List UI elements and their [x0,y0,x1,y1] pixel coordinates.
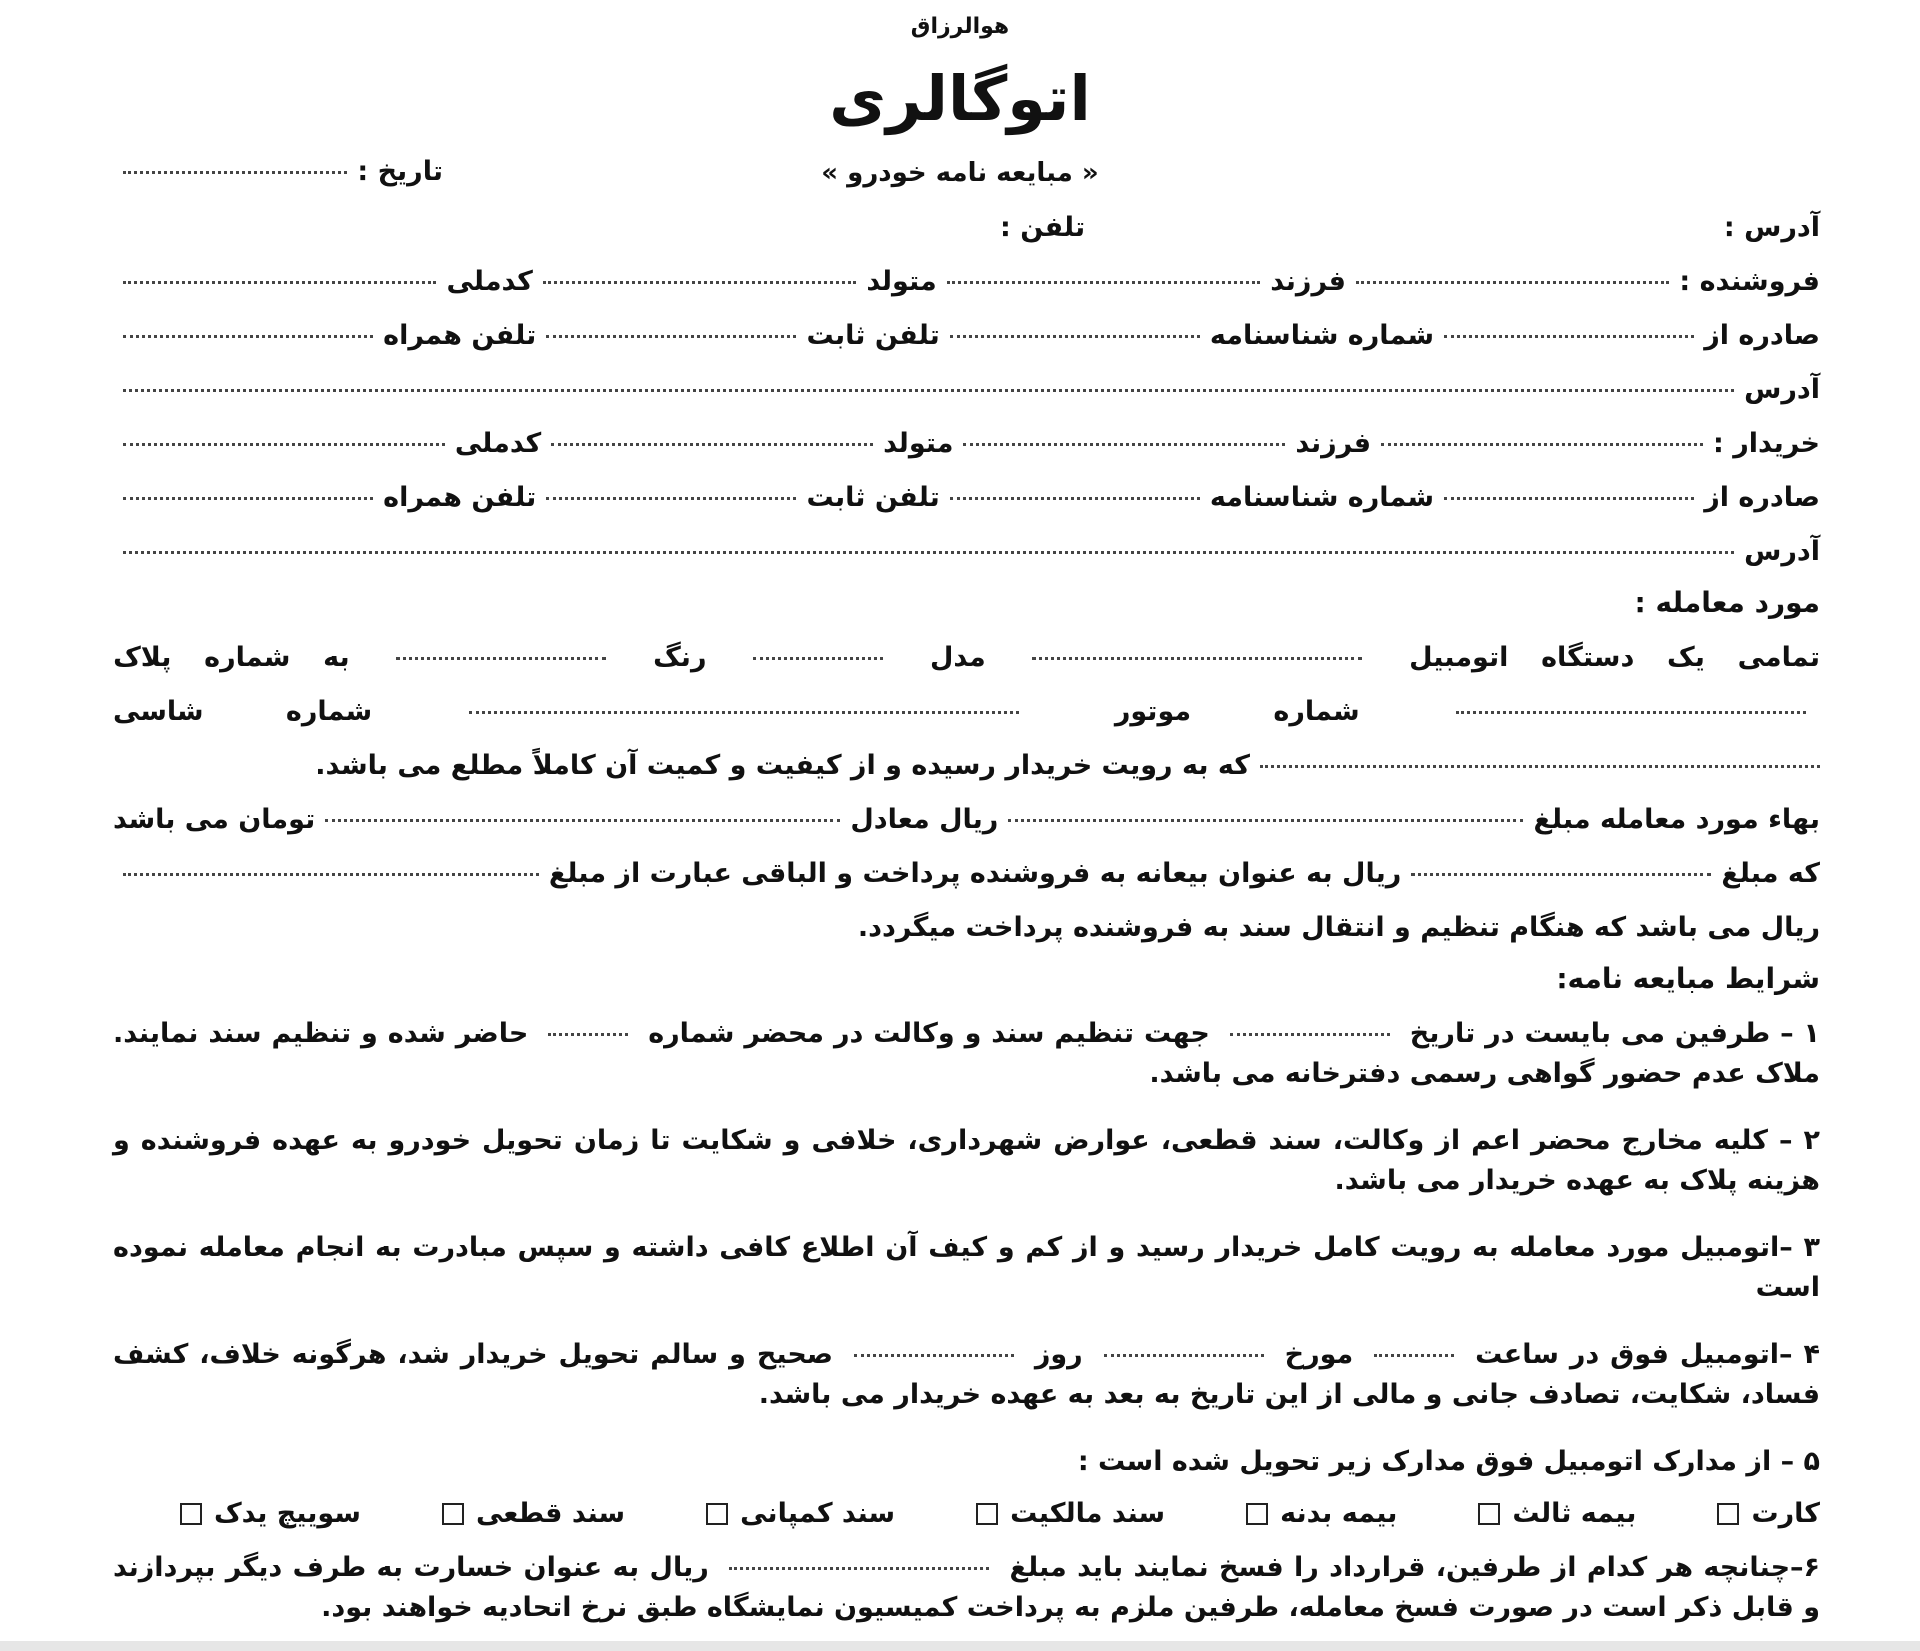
seller-landline-label: تلفن ثابت [806,320,940,351]
header-basmala: هوالرزاق [910,14,1010,39]
buyer-landline-label: تلفن ثابت [806,482,940,513]
seller-born-blank[interactable] [543,280,856,284]
seller-national-blank[interactable] [123,280,436,284]
terms-title: شرایط مبایعه نامه: [1556,962,1820,995]
term-4-part-c: روز [1034,1339,1083,1370]
seller-address-line [113,370,1820,410]
term-4-part-d: صحیح و سالم تحویل خریدار شد، هرگونه خلاف، کشف فساد، شکایت، تصادف جانی و مالی از این تاریخ به بعد به عهده خریدار می باشد. [113,1339,1820,1410]
deposit-text: ریال به عنوان بیعانه به فروشنده پرداخت و الباقی عبارت از مبلغ [548,858,1402,889]
car-model-blank[interactable] [753,656,883,660]
remaining-text: ریال می باشد که هنگام تنظیم و انتقال سند به فروشنده پرداخت میگردد. [857,912,1820,943]
checkbox-icon[interactable] [976,1503,998,1525]
subject-word: پلاک [113,642,172,673]
buyer-national-label: کدملی [454,428,542,459]
chassis-number-blank[interactable] [1260,764,1820,768]
deposit-label: که مبلغ [1721,858,1820,889]
price-rial-blank[interactable] [1008,818,1523,822]
term-6 [113,1548,1820,1628]
gallery-address-label: آدرس : [1723,212,1820,243]
doc-third-party-insurance-checkbox[interactable] [1478,1494,1636,1534]
term-2: ۲ – کلیه مخارج محضر اعم از وکالت، سند قطعی، عوارض شهرداری، خلافی و شکایت تا زمان تحویل خودرو به عهده فروشنده و هزینه پلاک به عهده خریدار می باشد. [113,1125,1820,1196]
checkbox-icon[interactable] [1717,1503,1739,1525]
term-4-part-b: مورخ [1284,1339,1354,1370]
checkbox-icon[interactable] [442,1503,464,1525]
remaining-line [113,908,1820,948]
rial-equal-label: ریال معادل [850,804,999,835]
seller-mobile-label: تلفن همراه [383,320,537,351]
date-label: تاریخ : [357,156,443,187]
buyer-born-blank[interactable] [551,442,873,446]
seller-name-blank[interactable] [1356,280,1669,284]
toman-label: تومان می باشد [112,804,316,835]
term-1-part-b: جهت تنظیم سند و وکالت در محضر شماره [648,1018,1210,1049]
deposit-line [113,854,1820,894]
page-title: اتوگالری [829,62,1091,135]
term-6-part-a: ۶–چنانچه هر کدام از طرفین، قرارداد را فسخ نمایند باید مبلغ [1009,1552,1821,1583]
seller-line-2 [113,316,1820,356]
seller-label: فروشنده : [1679,266,1820,297]
seller-address-label: آدرس [1744,374,1820,405]
buyer-id-label: شماره شناسنامه [1209,482,1435,513]
date-field[interactable] [113,156,443,187]
term-4-day-blank[interactable] [854,1354,1014,1357]
car-type-blank[interactable] [1032,656,1362,660]
term-1-office-blank[interactable] [548,1033,628,1036]
subject-word: دستگاه [1541,642,1635,673]
buyer-mobile-blank[interactable] [123,496,373,500]
seller-issued-blank[interactable] [1444,334,1694,338]
doc-third-party-insurance-label: بیمه ثالث [1512,1498,1637,1529]
term-1-part-a: ۱ – طرفین می بایست در تاریخ [1409,1018,1820,1049]
buyer-issued-blank[interactable] [1444,496,1694,500]
checkbox-icon[interactable] [706,1503,728,1525]
seller-national-label: کدملی [446,266,533,297]
buyer-label: خریدار : [1713,428,1820,459]
car-color-blank[interactable] [396,656,606,660]
doc-body-insurance-checkbox[interactable] [1246,1494,1397,1534]
engine-number-blank[interactable] [469,710,1019,714]
buyer-address-label: آدرس [1744,536,1820,567]
deposit-blank[interactable] [1411,872,1711,876]
subject-line-1 [113,638,1820,678]
price-label: بهاء مورد معامله مبلغ [1533,804,1820,835]
doc-final-deed-checkbox[interactable] [442,1494,625,1534]
subject-word: موتور [1114,696,1192,727]
buyer-name-blank[interactable] [1381,442,1703,446]
plate-blank[interactable] [1456,710,1806,714]
term-4 [113,1335,1820,1415]
subject-word: یک [1667,642,1705,673]
term-6-part-b: ریال به عنوان خسارت به طرف دیگر بپردازند و قابل ذکر است در صورت فسخ معامله، طرفین ملزم به پرداخت کمیسیون نمایشگاه طبق نرخ اتحادیه خواهند بود. [113,1552,1820,1623]
subject-word: رنگ [653,642,707,673]
seller-mobile-blank[interactable] [123,334,373,338]
subject-word: شماره [204,642,291,673]
term-4-hour-blank[interactable] [1374,1354,1454,1357]
subject-word: مدل [929,642,986,673]
gallery-phone-label: تلفن : [1000,212,1086,243]
subject-line-3 [113,746,1820,786]
seller-born-label: متولد [866,266,937,297]
buyer-born-label: متولد [883,428,954,459]
buyer-line-2 [113,478,1820,518]
term-3: ۳ –اتومبیل مورد معامله به رویت کامل خریدار رسید و از کم و کیف آن اطلاع کافی داشته و سپس مبادرت به انجام معامله نموده است [113,1232,1820,1303]
price-toman-blank[interactable] [325,818,840,822]
doc-final-deed-label: سند قطعی [475,1498,626,1529]
buyer-landline-blank[interactable] [546,496,796,500]
subject-word: تمامی [1737,642,1820,673]
term-4-date-blank[interactable] [1104,1354,1264,1357]
doc-spare-key-label: سوییچ یدک [214,1498,361,1529]
term-5-text: ۵ – از مدارک اتومبیل فوق مدارک زیر تحویل شده است : [1077,1446,1820,1477]
price-line [113,800,1820,840]
subject-awareness-text: که به رویت خریدار رسیده و از کیفیت و کمیت آن کاملاً مطلع می باشد. [315,750,1250,781]
buyer-address-line [113,532,1820,572]
checkbox-icon[interactable] [1478,1503,1500,1525]
doc-ownership-deed-checkbox[interactable] [976,1494,1165,1534]
term-1-part-c: حاضر شده و تنظیم سند نمایند. ملاک عدم حضور گواهی رسمی دفترخانه می باشد. [113,1018,1820,1089]
buyer-father-blank[interactable] [963,442,1285,446]
doc-body-insurance-label: بیمه بدنه [1280,1498,1398,1529]
doc-card-checkbox[interactable] [1717,1494,1820,1534]
doc-company-deed-checkbox[interactable] [706,1494,895,1534]
subject-word: اتومبیل [1409,642,1509,673]
seller-father-blank[interactable] [947,280,1260,284]
subject-word: شاسی [113,696,204,727]
term-4-part-a: ۴ –اتومبیل فوق در ساعت [1475,1339,1820,1370]
doc-ownership-deed-label: سند مالکیت [1010,1498,1166,1529]
seller-id-blank[interactable] [950,334,1200,338]
buyer-mobile-label: تلفن همراه [383,482,537,513]
subject-word: شماره [1273,696,1360,727]
buyer-national-blank[interactable] [123,442,445,446]
document-subtitle: « مبایعه نامه خودرو » [821,158,1099,188]
seller-line-1 [113,262,1820,302]
subject-title: مورد معامله : [1634,586,1820,619]
doc-spare-key-checkbox[interactable] [180,1494,361,1534]
subject-word: به [323,642,350,673]
seller-child-label: فرزند [1270,266,1346,297]
buyer-address-blank[interactable] [123,550,1734,554]
buyer-child-label: فرزند [1295,428,1372,459]
buyer-issued-label: صادره از [1704,482,1820,513]
gallery-address-line [1000,208,1820,248]
documents-checklist [180,1494,1820,1534]
buyer-id-blank[interactable] [950,496,1200,500]
buyer-line-1 [113,424,1820,464]
seller-id-label: شماره شناسنامه [1209,320,1435,351]
seller-address-blank[interactable] [123,388,1734,392]
checkbox-icon[interactable] [1246,1503,1268,1525]
term-1-date-blank[interactable] [1230,1033,1390,1036]
seller-landline-blank[interactable] [546,334,796,338]
remaining-blank[interactable] [123,872,539,876]
term-5 [113,1442,1820,1482]
checkbox-icon[interactable] [180,1503,202,1525]
term-1 [113,1014,1820,1094]
doc-company-deed-label: سند کمپانی [740,1498,896,1529]
subject-word: شماره [285,696,373,727]
doc-card-label: کارت [1751,1498,1820,1529]
date-blank[interactable] [123,170,347,174]
page-bottom-edge [0,1641,1920,1651]
term-6-penalty-blank[interactable] [729,1567,989,1570]
seller-issued-label: صادره از [1704,320,1820,351]
subject-line-2 [113,692,1820,732]
